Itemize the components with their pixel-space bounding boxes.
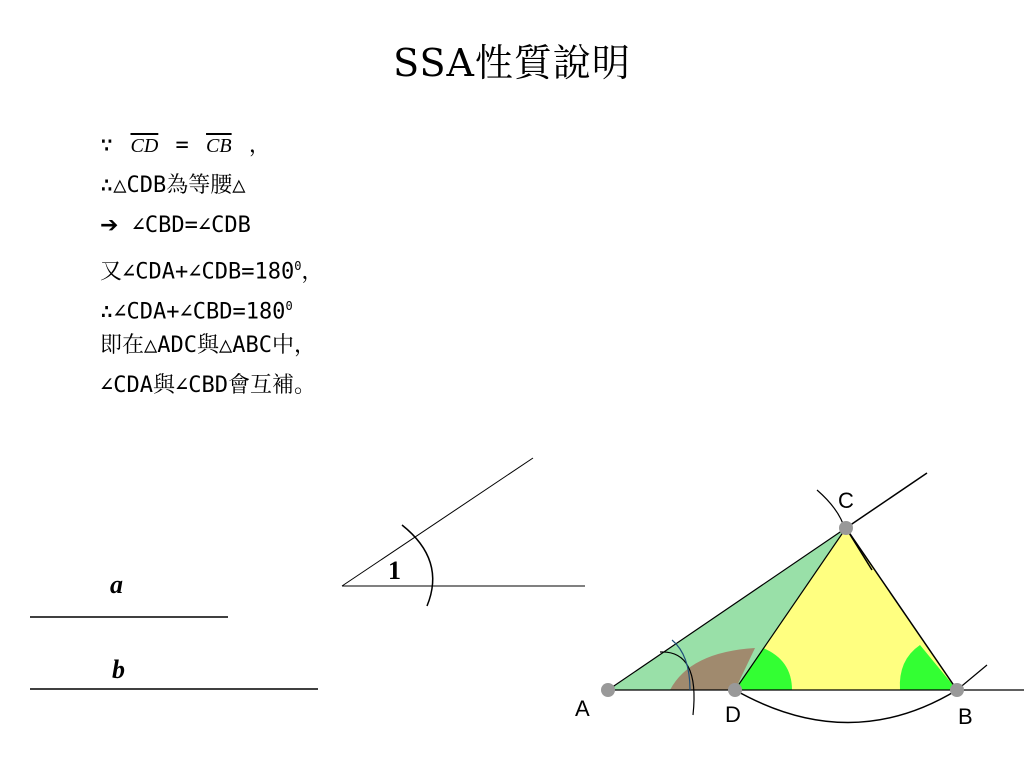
degree-superscript: 0 <box>294 259 302 273</box>
equals-sign: = <box>175 133 189 158</box>
angle-label: 1 <box>388 556 401 585</box>
label-b: B <box>958 704 973 729</box>
proof-line-7: ∠CDA與∠CBD會互補。 <box>100 373 316 398</box>
ray-c-extension <box>846 473 927 528</box>
label-c: C <box>838 488 854 513</box>
degree-superscript: 0 <box>285 299 293 313</box>
angle-ray-upper <box>342 458 533 586</box>
angle-arc <box>402 525 433 606</box>
because-symbol: ∵ <box>100 133 114 158</box>
segment-b-label: b <box>112 655 125 684</box>
segment-a-label: a <box>110 570 123 599</box>
label-d: D <box>725 702 741 727</box>
proof-line-5-text: ∴∠CDA+∠CBD=180 <box>100 299 286 325</box>
proof-line-2: ∴△CDB為等腰△ <box>100 173 246 198</box>
point-d <box>728 683 742 697</box>
segment-cb: $\overline{CB}$ <box>206 135 232 157</box>
point-c <box>839 521 853 535</box>
comma: ， <box>248 133 271 158</box>
proof-line-4-end: ， <box>301 259 324 285</box>
proof-line-4-text: 又∠CDA+∠CDB=180 <box>100 259 295 285</box>
point-b <box>950 683 964 697</box>
proof-line-3-text: ∠CBD=∠CDB <box>131 213 251 238</box>
page-title: SSA性質說明 <box>393 41 631 85</box>
point-a <box>601 683 615 697</box>
proof-line-6: 即在△ADC與△ABC中， <box>100 333 316 358</box>
segment-cd: $\overline{CD}$ <box>130 135 159 157</box>
arc-db <box>735 690 957 723</box>
label-a: A <box>575 696 590 721</box>
arrow-icon: ➔ <box>100 213 119 238</box>
